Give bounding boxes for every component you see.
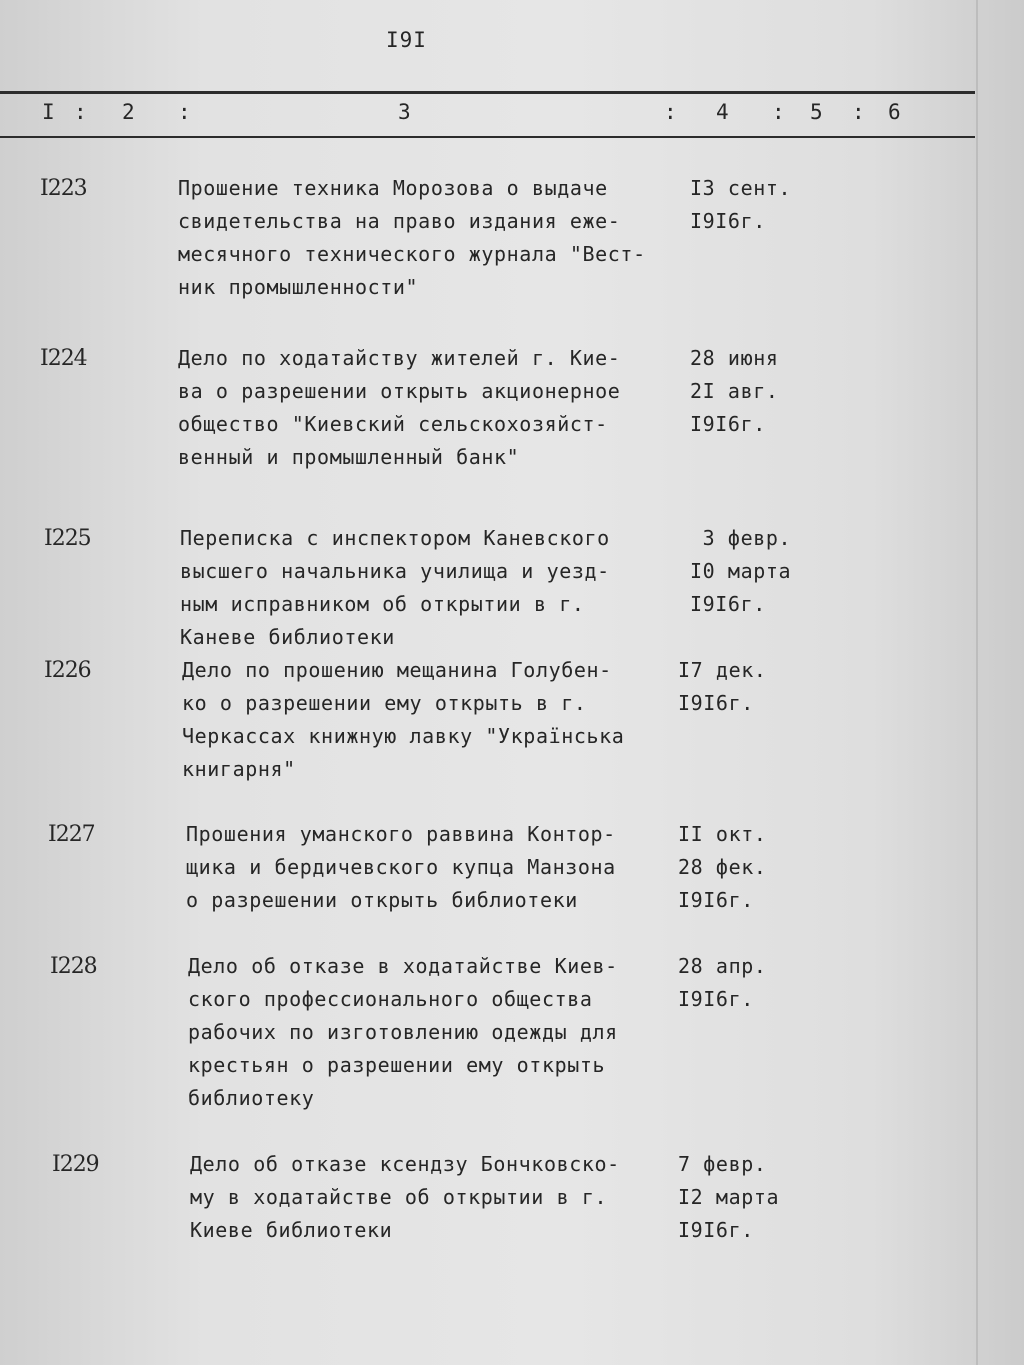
description-line: Каневе библиотеки: [180, 625, 395, 649]
paper-edge: [976, 0, 978, 1365]
entry-description: [180, 522, 610, 654]
column-header-5: 5: [810, 100, 823, 124]
description-line: общество "Киевский сельскохозяйст-: [178, 412, 608, 436]
description-line: ва о разрешении открыть акционерное: [178, 379, 621, 403]
description-line: крестьян о разрешении ему открыть: [188, 1053, 606, 1077]
entry-dates: [690, 172, 791, 238]
date-line: 3 февр.: [690, 526, 792, 550]
description-line: ского профессионального общества: [188, 987, 593, 1011]
description-line: библиотеку: [188, 1086, 315, 1110]
entry-description: [188, 950, 618, 1115]
entry-dates: [678, 1148, 779, 1247]
date-line: I9I6г.: [678, 691, 754, 715]
date-line: I9I6г.: [690, 209, 766, 233]
description-line: Киеве библиотеки: [190, 1218, 393, 1242]
description-line: Переписка с инспектором Каневского: [180, 526, 610, 550]
description-line: ко о разрешении ему открыть в г.: [182, 691, 587, 715]
column-header-4: 4: [716, 100, 729, 124]
column-header-separator: :: [664, 100, 677, 124]
entry-number: I228: [50, 954, 97, 979]
date-line: I2 марта: [678, 1185, 780, 1209]
description-line: рабочих по изготовлению одежды для: [188, 1020, 618, 1044]
date-line: I7 дек.: [678, 658, 767, 682]
entry-number: I225: [44, 526, 91, 551]
date-line: I9I6г.: [690, 412, 766, 436]
description-line: месячного технического журнала "Вест-: [178, 242, 646, 266]
description-line: венный и промышленный банк": [178, 445, 520, 469]
description-line: щика и бердичевского купца Манзона: [186, 855, 616, 879]
description-line: Прошения уманского раввина Контор-: [186, 822, 616, 846]
entry-number: I224: [40, 346, 87, 371]
description-line: му в ходатайстве об открытии в г.: [190, 1185, 608, 1209]
description-line: ник промышленности": [178, 275, 419, 299]
column-header-1: I: [42, 100, 55, 124]
date-line: 28 апр.: [678, 954, 767, 978]
description-line: о разрешении открыть библиотеки: [186, 888, 578, 912]
entry-dates: [678, 950, 767, 1016]
column-header-separator: :: [772, 100, 785, 124]
entry-dates: [678, 654, 767, 720]
column-header-separator: :: [178, 100, 191, 124]
entry-description: [190, 1148, 620, 1247]
description-line: Дело по ходатайству жителей г. Кие-: [178, 346, 621, 370]
header-top-rule: [0, 91, 975, 94]
entry-dates: [690, 522, 791, 621]
date-line: 28 июня: [690, 346, 779, 370]
description-line: книгарня": [182, 757, 296, 781]
description-line: Дело об отказе ксендзу Бончковско-: [190, 1152, 620, 1176]
description-line: свидетельства на право издания еже-: [178, 209, 621, 233]
entry-number: I227: [48, 822, 95, 847]
column-header-2: 2: [122, 100, 135, 124]
column-header-6: 6: [888, 100, 901, 124]
date-line: I9I6г.: [678, 1218, 754, 1242]
date-line: 7 февр.: [678, 1152, 767, 1176]
description-line: высшего начальника училища и уезд-: [180, 559, 610, 583]
column-header-3: 3: [398, 100, 411, 124]
description-line: ным исправником об открытии в г.: [180, 592, 585, 616]
date-line: I9I6г.: [678, 987, 754, 1011]
header-bottom-rule: [0, 136, 975, 138]
entry-dates: [678, 818, 767, 917]
column-header-separator: :: [852, 100, 865, 124]
page-number: I9I: [386, 28, 427, 52]
date-line: I0 марта: [690, 559, 792, 583]
entry-description: [178, 172, 646, 304]
entry-dates: [690, 342, 779, 441]
entry-number: I223: [40, 176, 87, 201]
entry-number: I226: [44, 658, 91, 683]
date-line: I3 сент.: [690, 176, 792, 200]
description-line: Черкассах книжную лавку "Українська: [182, 724, 625, 748]
entry-description: [182, 654, 624, 786]
entry-description: [186, 818, 616, 917]
date-line: I9I6г.: [690, 592, 766, 616]
entry-number: I229: [52, 1152, 99, 1177]
description-line: Дело по прошению мещанина Голубен-: [182, 658, 612, 682]
column-header-separator: :: [74, 100, 87, 124]
date-line: I9I6г.: [678, 888, 754, 912]
description-line: Прошение техника Морозова о выдаче: [178, 176, 608, 200]
entry-description: [178, 342, 620, 474]
date-line: 28 фек.: [678, 855, 767, 879]
description-line: Дело об отказе в ходатайстве Киев-: [188, 954, 618, 978]
date-line: II окт.: [678, 822, 767, 846]
date-line: 2I авг.: [690, 379, 779, 403]
